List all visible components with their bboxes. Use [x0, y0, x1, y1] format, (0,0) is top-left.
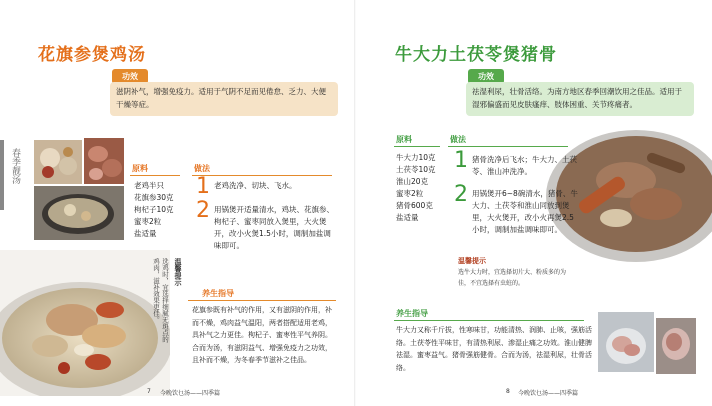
left-tips-label: 温馨提示: [174, 258, 182, 286]
right-efficacy-text: 祛湿利尿，壮骨活络。为南方地区春季回潮饮用之佳品。适用于湿邪偏盛而见皮肤瘙痒、肢体困重、关节疼痛者。: [466, 82, 694, 116]
ingredients-photo-1-image: [34, 140, 82, 184]
right-footer-text: 今晚饮乜汤——四季篇: [518, 390, 579, 397]
left-page-number: 7: [147, 388, 151, 395]
left-sidebar-label: 春季靓汤: [10, 148, 20, 184]
ingredients-photo-4-image: [656, 318, 696, 374]
left-footer-text: 今晚饮乜汤——四季篇: [160, 390, 221, 397]
right-guide-rule: [394, 320, 584, 321]
ingredients-photo-1: [34, 140, 82, 184]
left-sidebar-bar: [0, 140, 4, 210]
right-page: [356, 0, 712, 406]
right-ingredients-label: 原料: [396, 135, 412, 144]
right-guide-label: 养生指导: [396, 309, 428, 318]
left-ingredient: 蜜枣2粒: [134, 217, 162, 226]
left-ingredient: 盐适量: [134, 229, 157, 238]
left-method-label: 做法: [194, 164, 210, 173]
right-step-1-number: 1: [454, 148, 468, 173]
left-ingredients-label: 原料: [132, 164, 148, 173]
left-ingredient: 花旗参30克: [134, 193, 174, 202]
pot-photo: [34, 186, 124, 240]
right-method-label: 做法: [450, 135, 466, 144]
right-ingredients-rule: [394, 146, 440, 147]
left-step-2-text: 用锅煲开适量清水，鸡块、花旗参、枸杞子、蜜枣同放入煲里，大火煲开，改小火煲1.5小时，调制加盐调味即可。: [214, 205, 334, 250]
right-guide-text: 牛大力又称千斤拔，性寒味甘，功能清热、润肺、止咳，强筋活络。土茯苓性平味甘，有清热利尿、渗湿止痛之功效。淮山健脾祛湿。蜜枣益气。猪骨强筋健骨。合而为汤，祛湿利尿，壮骨活络。: [396, 326, 592, 372]
ingredients-photo-3: [598, 312, 654, 372]
right-ingredient: 土茯苓10克: [396, 165, 436, 174]
left-ingredients-list: [134, 180, 174, 240]
ingredients-photo-2-image: [84, 138, 124, 184]
left-step-1-number: 1: [196, 174, 210, 199]
right-ingredient: 淮山20克: [396, 177, 429, 186]
right-step-1-text: 猪骨洗净后飞水；牛大力、土茯苓、淮山冲洗净。: [472, 155, 577, 176]
ingredients-photo-2: [84, 138, 124, 184]
right-ingredients-list: [396, 152, 436, 224]
left-method-rule: [192, 175, 332, 176]
left-efficacy-text: 滋阴补气，增强免疫力。适用于气阴不足而见倦怠、乏力、大便干燥等症。: [110, 82, 338, 116]
ingredients-photo-4: [656, 318, 696, 374]
right-ingredient: 牛大力10克: [396, 153, 436, 162]
left-step-1-text: 老鸡洗净、切块、飞水。: [214, 181, 297, 190]
right-page-number: 8: [506, 388, 510, 395]
right-tips-label: 温馨提示: [458, 257, 486, 265]
right-tips-text: 选牛大力时，宜选择切片大、粉质多的为佳，不宜选择有虫蛀的。: [458, 269, 567, 287]
right-ingredient: 蜜枣2粒: [396, 189, 424, 198]
left-ingredient: 枸杞子10克: [134, 205, 174, 214]
left-guide-rule: [188, 300, 336, 301]
left-ingredient: 老鸡半只: [134, 181, 164, 190]
left-recipe-title: 花旗参煲鸡汤: [38, 45, 146, 65]
right-recipe-title: 牛大力土茯苓煲猪骨: [395, 45, 557, 65]
left-step-2-number: 2: [196, 198, 210, 223]
left-guide-text: 花旗参既有补气的作用，又有滋阴的作用，补而不燥，鸡肉益气温阳，两者搭配适用老鸡，具补气之力更佳。枸杞子、蜜枣性平气养阴。合而为汤，有滋阴益气、增强免疫力之功效，且补而不燥，为冬春季节滋补之佳品。: [192, 306, 332, 364]
right-ingredient: 猪骨600克: [396, 201, 433, 210]
left-guide-label: 养生指导: [202, 289, 234, 298]
right-step-2-number: 2: [454, 182, 468, 207]
right-method-rule: [448, 146, 568, 147]
pot-photo-image: [34, 186, 124, 240]
left-tips-text: 选鸡时，宜选择细腻无斑点的鸡肉，滋补效果更佳。: [152, 258, 169, 343]
left-efficacy-label: 功效: [112, 69, 148, 84]
right-efficacy-label: 功效: [468, 69, 504, 84]
left-ingredients-rule: [130, 175, 180, 176]
ingredients-photo-3-image: [598, 312, 654, 372]
right-step-2-text: 用锅煲开6~8碗清水，猪骨、牛大力、土茯苓和淮山同放到煲里，大火煲开，改小火再煲2.5小时，调制加盐调味即可。: [472, 189, 578, 234]
right-ingredient: 盐适量: [396, 213, 419, 222]
